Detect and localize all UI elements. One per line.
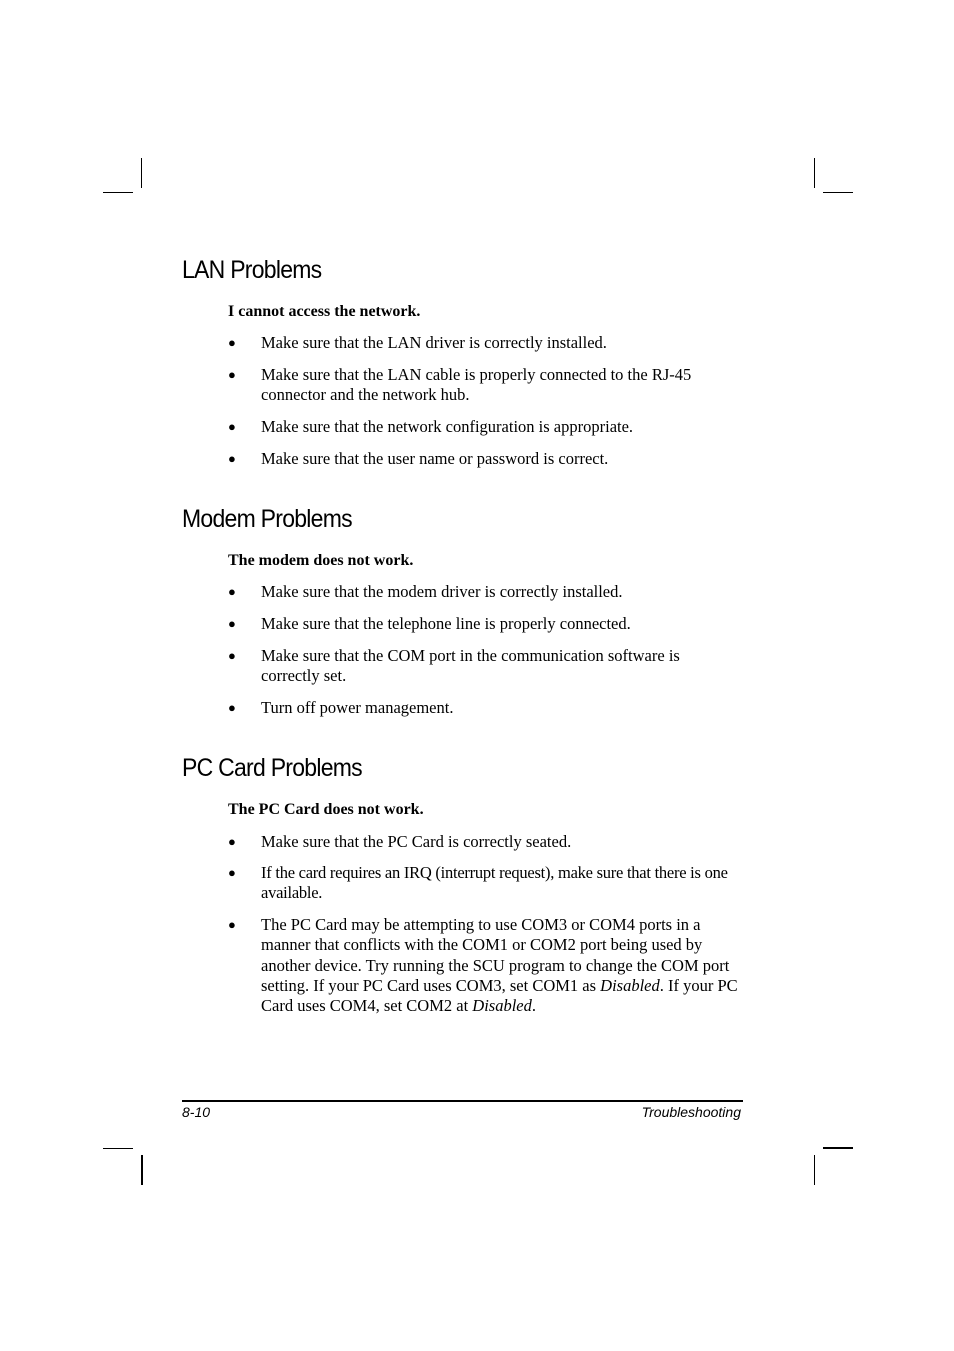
bullet-icon: ● — [228, 865, 236, 880]
crop-mark-top-left-v — [141, 158, 142, 188]
list-item-text: If the card requires an IRQ (interrupt request), make sure that there is one available. — [261, 863, 728, 903]
section-heading-modem: Modem Problems — [182, 505, 352, 533]
list-item — [228, 365, 748, 406]
list-item — [228, 915, 748, 1016]
bullet-icon: ● — [228, 335, 236, 350]
list-item — [228, 449, 748, 469]
list-item-text: Make sure that the network configuration is appropriate. — [261, 417, 634, 436]
list-item — [228, 614, 748, 634]
list-item-text: Make sure that the telephone line is properly connected. — [261, 614, 631, 633]
crop-mark-bottom-left-v — [141, 1155, 143, 1185]
list-item-text: Make sure that the user name or password is correct. — [261, 449, 609, 468]
crop-mark-top-left-h — [103, 192, 133, 193]
bullet-icon: ● — [228, 917, 236, 932]
crop-mark-top-right-v — [814, 158, 815, 188]
list-item — [228, 646, 748, 687]
crop-mark-bottom-left-h — [103, 1148, 133, 1149]
bullet-icon: ● — [228, 451, 236, 466]
list-item-text-part: . — [531, 996, 537, 1016]
list-item-text: Make sure that the COM port in the communication software is correctly set. — [261, 646, 680, 686]
section-heading-lan: LAN Problems — [182, 256, 322, 284]
list-item — [228, 582, 748, 602]
section-heading-pc-card: PC Card Problems — [182, 754, 362, 782]
list-item — [228, 863, 748, 904]
section-subheading-pc-card: The PC Card does not work. — [228, 801, 424, 818]
list-item-text: Make sure that the modem driver is correctly installed. — [261, 582, 623, 601]
list-item-text: Turn off power management. — [261, 698, 454, 717]
list-item-text-part: . If your PC Card uses COM4, set COM2 at — [261, 975, 738, 1016]
page-number: 8-10 — [182, 1104, 211, 1120]
section-subheading-lan: I cannot access the network. — [228, 303, 421, 320]
crop-mark-top-right-h — [823, 192, 853, 193]
footer-rule — [182, 1100, 743, 1102]
section-subheading-modem: The modem does not work. — [228, 552, 414, 569]
list-item-text — [261, 915, 745, 1016]
list-item — [228, 417, 748, 437]
chapter-title: Troubleshooting — [641, 1104, 741, 1120]
list-item-text: Make sure that the LAN cable is properly connected to the RJ-45 connector and the network hub. — [261, 365, 692, 405]
list-item — [228, 698, 748, 718]
bullet-icon: ● — [228, 367, 236, 382]
list-item-text: Make sure that the PC Card is correctly seated. — [261, 832, 572, 851]
bullet-icon: ● — [228, 419, 236, 434]
bullet-icon: ● — [228, 584, 236, 599]
crop-mark-bottom-right-v — [814, 1155, 815, 1185]
crop-mark-bottom-right-h — [823, 1147, 853, 1149]
list-item-text: Make sure that the LAN driver is correctly installed. — [261, 333, 607, 352]
bullet-icon: ● — [228, 616, 236, 631]
bullet-icon: ● — [228, 648, 236, 663]
bullet-icon: ● — [228, 700, 236, 715]
list-item — [228, 832, 748, 852]
bullet-icon: ● — [228, 834, 236, 849]
emphasis-disabled: Disabled — [600, 975, 660, 995]
list-item-text-part: The PC Card may be attempting to use COM3 or COM4 ports in a manner that conflicts with the COM1 or COM2 port being used by another device. Try running the SCU program to change the COM port setting. If your PC Card uses COM3, set COM1 as — [261, 915, 730, 995]
emphasis-disabled: Disabled — [472, 996, 532, 1016]
list-item — [228, 333, 748, 353]
